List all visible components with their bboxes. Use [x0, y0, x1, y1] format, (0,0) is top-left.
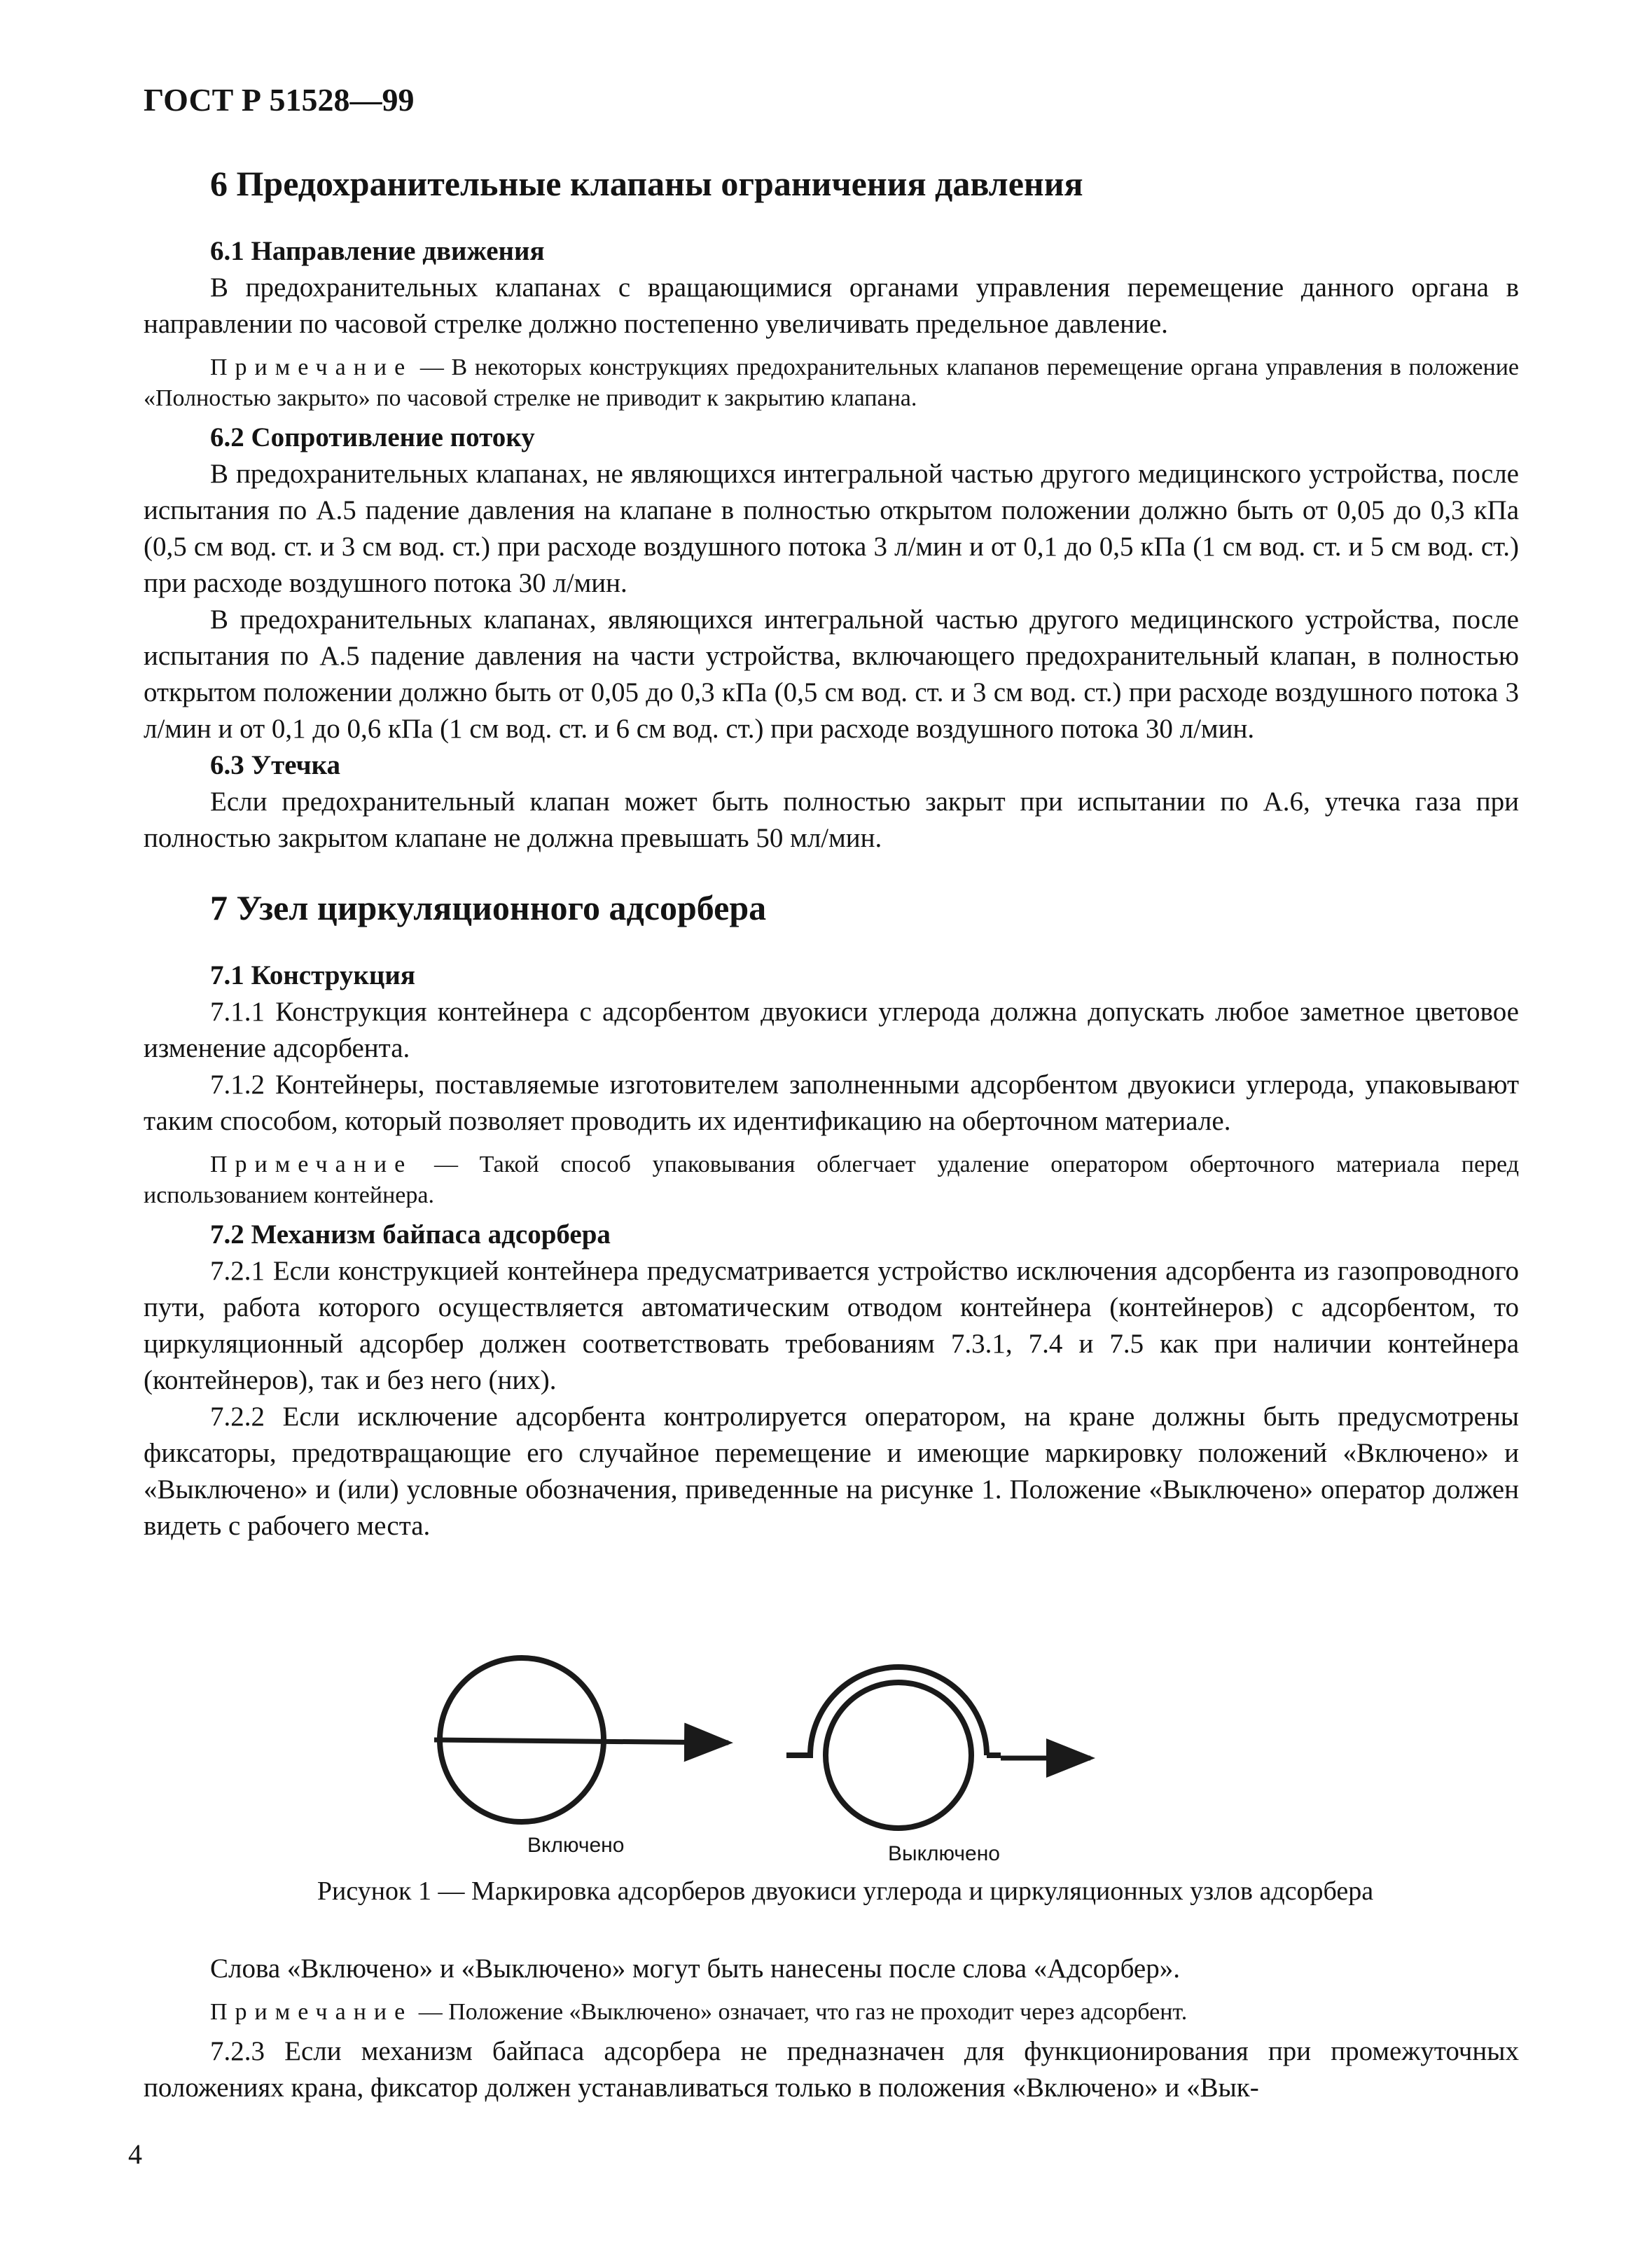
- subsection-6-2-title: 6.2 Сопротивление потоку: [210, 422, 535, 452]
- figure-1-diagram: [144, 1572, 1519, 1874]
- figure-caption: Рисунок 1 — Маркировка адсорберов двуокиси углерода и циркуляционных узлов адсорбера: [317, 1876, 1374, 1906]
- paragraph-7-2-2: 7.2.2 Если исключение адсорбента контролируется оператором, на кране должны быть предусмотрены фиксаторы, предотвращающие его случайное перемещение и имеющие маркировку положений «Включено» и «Выключено» и (или) условные обозначения, приведенные на рисунке 1. Положение «Выключено» оператор должен видеть с рабочего места.: [144, 1402, 1519, 1541]
- section-7-title: 7 Узел циркуляционного адсорбера: [210, 888, 767, 927]
- subsection-6-3-title: 6.3 Утечка: [210, 750, 340, 780]
- paragraph-6-1: В предохранительных клапанах с вращающимися органами управления перемещение данного органа в направлении по часовой стрелке должно постепенно увеличивать предельное давление.: [144, 272, 1519, 339]
- label-on: Включено: [527, 1834, 625, 1857]
- off-circle: [826, 1682, 971, 1828]
- off-symbol: [786, 1667, 1090, 1828]
- paragraph-6-3: Если предохранительный клапан может быть полностью закрыт при испытании по А.6, утечка газа при полностью закрытом клапане не должна превышать 50 мл/мин.: [144, 787, 1519, 853]
- subsection-7-2-title: 7.2 Механизм байпаса адсорбера: [210, 1219, 611, 1250]
- note-text: — Положение «Выключено» означает, что газ не проходит через адсорбент.: [418, 1999, 1188, 2025]
- paragraph-6-2-a: В предохранительных клапанах, не являющихся интегральной частью другого медицинского устройства, после испытания по А.5 падение давления на клапане в полностью открытом положении должно быть от 0,05 до 0,3 кПа (0,5 см вод. ст. и 3 см вод. ст.) при расходе воздушного потока 3 л/мин и от 0,1 до 0,5 кПа (1 см вод. ст. и 5 см вод. ст.) при расходе воздушного потока 30 л/мин.: [144, 459, 1519, 598]
- paragraph-words: Слова «Включено» и «Выключено» могут быть нанесены после слова «Адсорбер».: [210, 1954, 1180, 1984]
- paragraph-7-2-3: 7.2.3 Если механизм байпаса адсорбера не предназначен для функционирования при промежуточных положениях крана, фиксатор должен устанавливаться только в положения «Включено» и «Вык-: [144, 2036, 1519, 2103]
- note-text: — В некоторых конструкциях предохранительных клапанов перемещение органа управления в положение «Полностью закрыто» по часовой стрелке не приводит к закрытию клапана.: [144, 354, 1520, 411]
- page-number: 4: [128, 2138, 142, 2170]
- figure-1: [144, 1572, 1519, 1874]
- paragraph-7-1-2: 7.1.2 Контейнеры, поставляемые изготовителем заполненными адсорбентом двуокиси углерода, упаковывают таким способом, который позволяет проводить их идентификацию на оберточном материале.: [144, 1070, 1519, 1136]
- on-arrow: [434, 1740, 728, 1743]
- label-off: Выключено: [888, 1842, 1000, 1865]
- note-7-1: [144, 1149, 1519, 1211]
- note-label: Примечание: [210, 354, 413, 380]
- note-label: Примечание: [210, 1999, 413, 2025]
- note-6-1: [144, 352, 1519, 414]
- on-symbol: [434, 1658, 728, 1822]
- subsection-6-1-title: 6.1 Направление движения: [210, 236, 545, 266]
- paragraph-6-2-b: В предохранительных клапанах, являющихся интегральной частью другого медицинского устройства, после испытания по А.5 падение давления на части устройства, включающего предохранительный клапан, в полностью открытом положении должно быть от 0,05 до 0,3 кПа (0,5 см вод. ст. и 3 см вод. ст.) при расходе воздушного потока 3 л/мин и от 0,1 до 0,6 кПа (1 см вод. ст. и 6 см вод. ст.) при расходе воздушного потока 30 л/мин.: [144, 604, 1519, 744]
- section-6-title: 6 Предохранительные клапаны ограничения давления: [210, 164, 1083, 203]
- note-label: Примечание: [210, 1152, 413, 1177]
- paragraph-7-2-1: 7.2.1 Если конструкцией контейнера предусматривается устройство исключения адсорбента из газопроводного пути, работа которого осуществляется автоматическим отводом контейнера (контейнеров) с адсорбентом, то циркуляционный адсорбер должен соответствовать требованиям 7.3.1, 7.4 и 7.5 как при наличии контейнера (контейнеров), так и без него (них).: [144, 1256, 1519, 1395]
- note-text: — Такой способ упаковывания облегчает удаление оператором оберточного материала перед использованием контейнера.: [144, 1152, 1519, 1208]
- subsection-7-1-title: 7.1 Конструкция: [210, 960, 415, 990]
- paragraph-7-1-1: 7.1.1 Конструкция контейнера с адсорбентом двуокиси углерода должна допускать любое заметное цветовое изменение адсорбента.: [144, 997, 1519, 1063]
- note-7-2: [144, 1997, 1519, 2028]
- document-header: ГОСТ Р 51528—99: [144, 82, 415, 118]
